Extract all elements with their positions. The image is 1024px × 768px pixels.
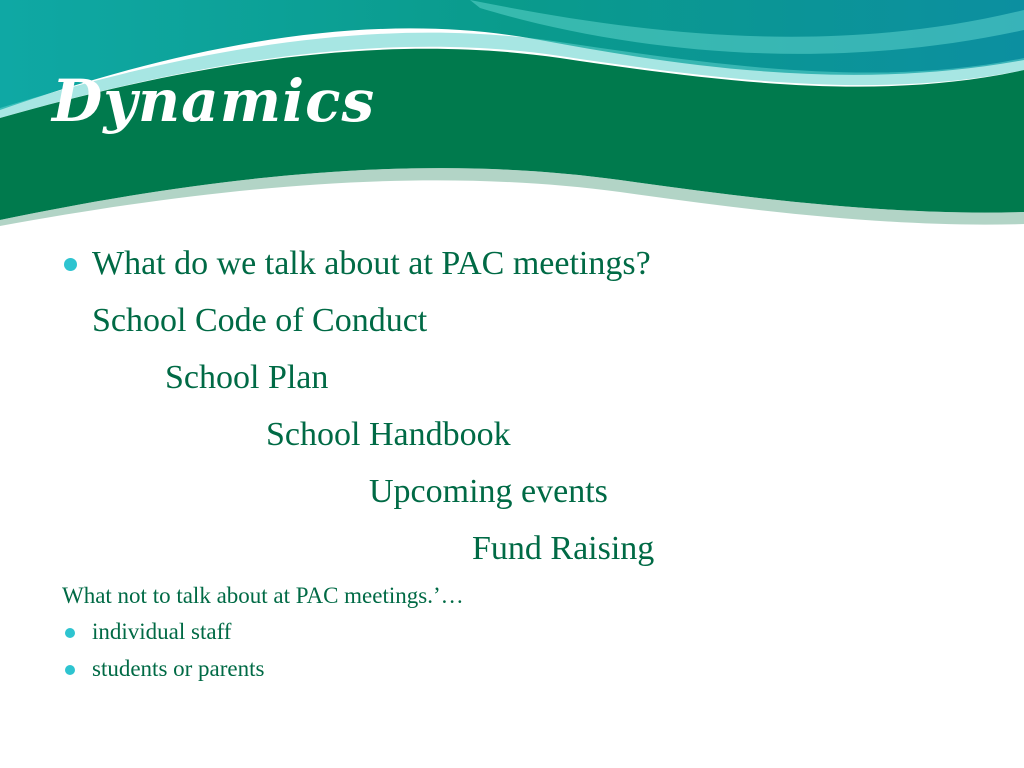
- topic-item: School Handbook: [266, 416, 511, 453]
- topic-item: School Code of Conduct: [92, 302, 428, 339]
- not-topic-item: students or parents: [92, 656, 265, 681]
- main-bullet-text: What do we talk about at PAC meetings?: [92, 245, 651, 282]
- not-topics-heading: What not to talk about at PAC meetings.’…: [62, 583, 464, 608]
- not-topic-item: individual staff: [92, 619, 232, 644]
- bullet-icon: [65, 665, 75, 675]
- bullet-icon: [65, 628, 75, 638]
- slide-title: Dynamics: [52, 67, 376, 135]
- bullet-icon: [64, 258, 77, 271]
- topic-item: School Plan: [165, 359, 329, 396]
- topic-item: Upcoming events: [369, 473, 608, 510]
- topic-item: Fund Raising: [472, 530, 655, 567]
